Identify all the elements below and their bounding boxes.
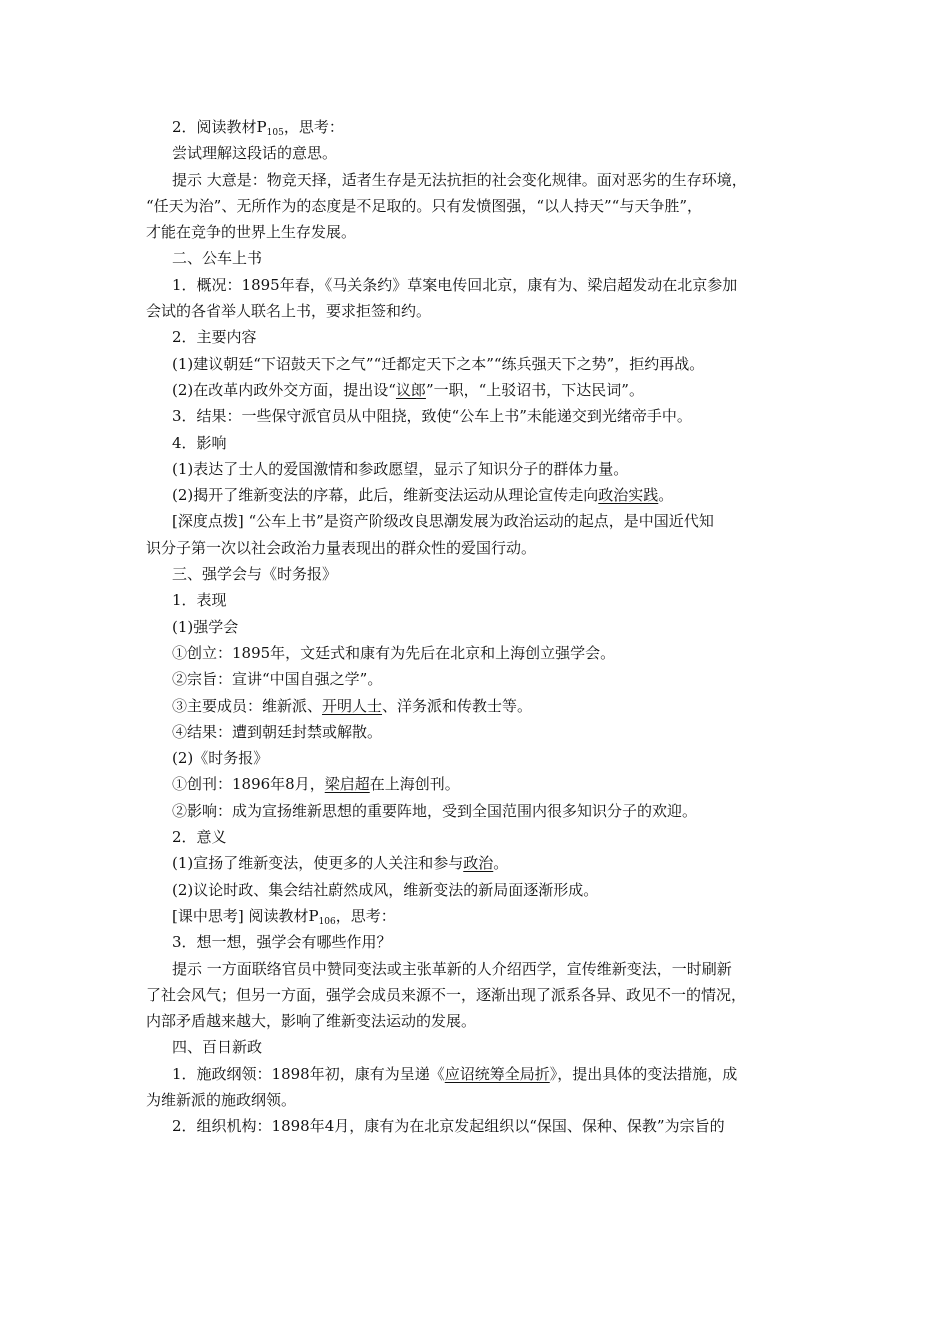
- text-line: [146, 982, 827, 1008]
- text-span: 尝试理解这段话的意思。: [172, 144, 338, 163]
- text-line: [172, 693, 827, 719]
- text-line: [146, 535, 827, 561]
- text-span: (2)议论时政、集会结社蔚然成风，维新变法的新局面逐渐形成。: [172, 880, 599, 899]
- text-span: ”一职，“上驳诏书，下达民词”。: [425, 380, 644, 399]
- page-subscript: 106: [318, 916, 336, 927]
- text-span: 4．影响: [172, 433, 227, 452]
- text-span: [课中思考] 阅读教材P: [172, 906, 319, 925]
- text-span: (2)在改革内政外交方面，提出设“: [172, 380, 396, 399]
- page-subscript: 105: [266, 128, 284, 138]
- text-line: [172, 903, 827, 929]
- text-line: [146, 1087, 827, 1113]
- text-line: [172, 929, 827, 955]
- text-span: 四、百日新政: [172, 1038, 263, 1057]
- text-line: [172, 798, 827, 824]
- text-span: 1．施政纲领：1898年初，康有为呈递《: [172, 1064, 445, 1083]
- text-span: (1)建议朝廷“下诏鼓天下之气”“迁都定天下之本”“练兵强天下之势”，拒约再战。: [172, 354, 705, 373]
- text-span: (2)揭开了维新变法的序幕，此后，维新变法运动从理论宣传走向: [172, 486, 599, 505]
- text-line: [172, 456, 827, 482]
- text-line: [172, 1034, 827, 1060]
- text-line: [172, 745, 827, 771]
- text-span: 提示 一方面联络官员中赞同变法或主张革新的人介绍西学，宣传维新变法，一时刷新: [172, 959, 732, 978]
- text-line: [172, 850, 827, 876]
- text-line: [172, 114, 827, 140]
- text-line: [172, 140, 827, 166]
- text-span: 2．意义: [172, 828, 227, 847]
- text-span: 。: [658, 486, 674, 505]
- text-span: 为维新派的施政纲领。: [146, 1090, 297, 1109]
- text-span: ③主要成员：维新派、: [172, 696, 323, 715]
- text-line: [172, 430, 827, 456]
- text-span: 提示 大意是：物竞天择，适者生存是无法抗拒的社会变化规律。面对恶劣的生存环境，: [172, 170, 747, 189]
- text-line: [172, 666, 827, 692]
- text-span: 3．想一想，强学会有哪些作用？: [172, 933, 392, 952]
- text-line: [172, 482, 827, 508]
- text-span: 。: [493, 854, 509, 873]
- text-span: ②宗旨：宣讲“中国自强之学”。: [172, 670, 383, 689]
- text-line: [172, 508, 827, 534]
- text-span: 3．结果：一些保守派官员从中阻挠，致使“公车上书”未能递交到光绪帝手中。: [172, 407, 692, 426]
- text-line: [146, 219, 827, 245]
- text-span: 会试的各省举人联名上书，要求拒签和约。: [146, 302, 432, 321]
- text-line: [172, 324, 827, 350]
- text-span: 、洋务派和传教士等。: [382, 696, 533, 715]
- underlined-term: 政治: [463, 854, 494, 873]
- text-line: [172, 614, 827, 640]
- text-line: [172, 1113, 827, 1139]
- text-line: [172, 272, 827, 298]
- text-span: ，思考：: [283, 118, 344, 136]
- text-line: [172, 587, 827, 613]
- text-line: [172, 403, 827, 429]
- underlined-term: 议郎: [395, 380, 426, 399]
- text-line: [172, 245, 827, 271]
- text-span: (1)表达了士人的爱国激情和参政愿望，显示了知识分子的群体力量。: [172, 459, 629, 478]
- text-line: [172, 640, 827, 666]
- text-line: [172, 167, 827, 193]
- text-line: [172, 351, 827, 377]
- text-span: 内部矛盾越来越大，影响了维新变法运动的发展。: [146, 1012, 477, 1031]
- text-span: “任天为治”、无所作为的态度是不足取的。只有发愤图强，“以人持天”“与天争胜”，: [146, 196, 703, 215]
- text-span: 1．概况：1895年春，《马关条约》草案电传回北京，康有为、梁启超发动在北京参加: [172, 275, 738, 294]
- text-span: 二、公车上书: [172, 249, 263, 268]
- text-span: [深度点拨] “公车上书”是资产阶级改良思潮发展为政治运动的起点，是中国近代知: [172, 512, 714, 531]
- text-line: [146, 1008, 827, 1034]
- text-span: (1)强学会: [172, 617, 239, 636]
- text-line: [172, 561, 827, 587]
- text-line: [172, 824, 827, 850]
- text-line: [146, 193, 827, 219]
- text-span: 2．组织机构：1898年4月，康有为在北京发起组织以“保国、保种、保教”为宗旨的: [172, 1117, 725, 1136]
- text-span: 》，提出具体的变法措施，成: [549, 1064, 738, 1083]
- text-span: (2)《时务报》: [172, 749, 269, 768]
- text-line: [172, 719, 827, 745]
- text-span: ①创刊：1896年8月，: [172, 775, 325, 794]
- text-span: 了社会风气；但另一方面，强学会成员来源不一，逐渐出现了派系各异、政见不一的情况，: [146, 985, 747, 1004]
- text-span: 在上海创刊。: [369, 775, 460, 794]
- underlined-term: 应诏统筹全局折: [444, 1064, 550, 1083]
- text-span: 识分子第一次以社会政治力量表现出的群众性的爱国行动。: [146, 538, 537, 557]
- text-line: [172, 1061, 827, 1087]
- text-span: 2．阅读教材P: [172, 118, 267, 136]
- underlined-term: 梁启超: [324, 775, 370, 794]
- text-line: [146, 298, 827, 324]
- text-span: ④结果：遭到朝廷封禁或解散。: [172, 722, 383, 741]
- text-span: ①创立：1895年，文廷式和康有为先后在北京和上海创立强学会。: [172, 643, 616, 662]
- text-span: 三、强学会与《时务报》: [172, 565, 338, 584]
- underlined-term: 开明人士: [322, 696, 383, 715]
- text-span: (1)宣扬了维新变法，使更多的人关注和参与: [172, 854, 464, 873]
- text-line: [172, 877, 827, 903]
- text-line: [172, 771, 827, 797]
- text-span: 才能在竞争的世界上生存发展。: [146, 223, 357, 242]
- text-line: [172, 956, 827, 982]
- text-span: ，思考：: [335, 906, 396, 925]
- text-span: ②影响：成为宣扬维新思想的重要阵地，受到全国范围内很多知识分子的欢迎。: [172, 801, 698, 820]
- text-line: [172, 377, 827, 403]
- document-body: [146, 114, 827, 1140]
- text-span: 2．主要内容: [172, 328, 257, 347]
- text-span: 1．表现: [172, 591, 227, 610]
- underlined-term: 政治实践: [598, 486, 659, 505]
